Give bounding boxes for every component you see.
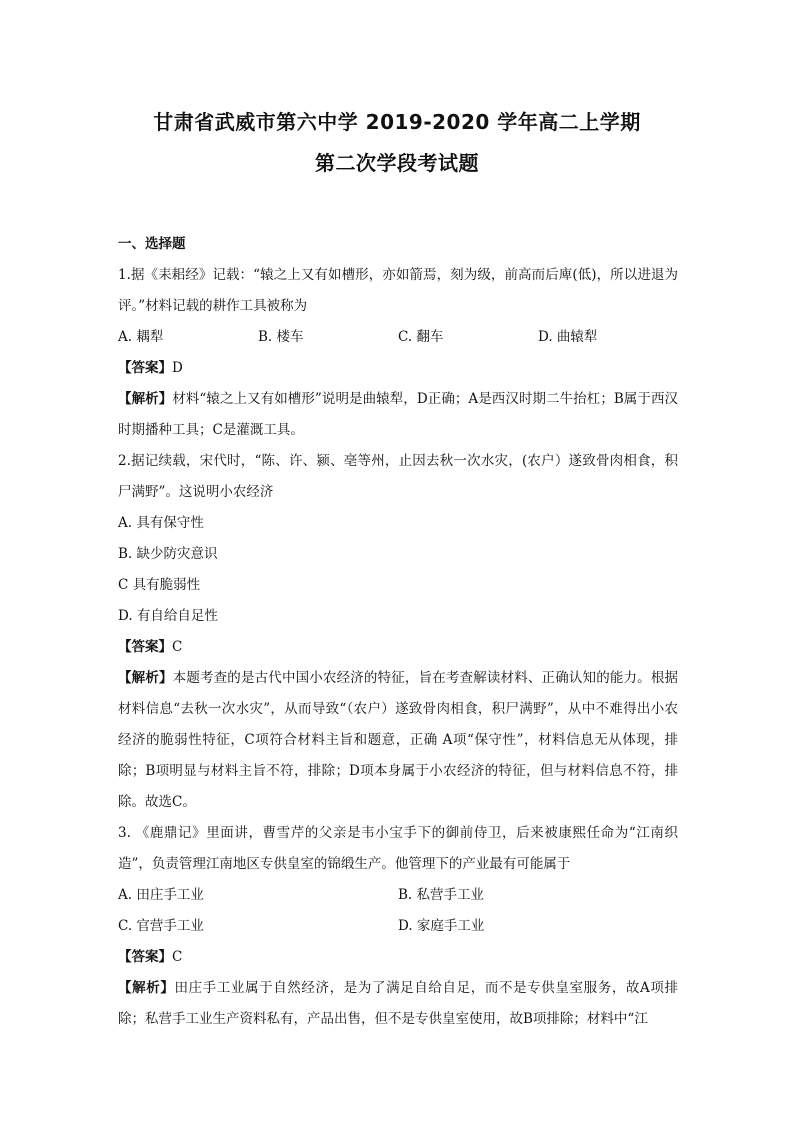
option-a: A. 耦犁 <box>118 329 164 345</box>
option-c: C. 翻车 <box>398 329 444 345</box>
question-3-options-row1 <box>118 880 678 911</box>
question-1 <box>118 260 678 446</box>
question-1-options <box>118 322 678 353</box>
analysis-text: 田庄手工业属于自然经济，是为了满足自给自足，而不是专供皇室服务，故A项排除；私营手工业生产资料私有，产品出售，但不是专供皇室使用，故B项排除；材料中“江 <box>118 980 678 1027</box>
answer-tag: 【答案】 <box>118 949 172 965</box>
option-b: B. 缺少防灾意识 <box>118 546 218 562</box>
option-c: C 具有脆弱性 <box>118 577 201 593</box>
option-b: B. 楼车 <box>258 329 304 345</box>
option-c: C. 官营手工业 <box>118 918 204 934</box>
answer-value: C <box>172 949 183 965</box>
option-d: D. 家庭手工业 <box>398 918 485 934</box>
question-2-analysis <box>118 663 678 818</box>
exam-title-line1: 甘肃省武威市第六中学 2019-2020 学年高二上学期 <box>153 110 641 134</box>
question-3-options-row2 <box>118 911 678 942</box>
question-2-stem: 2.据记续载，宋代时，“陈、许、颍、亳等州，止因去秋一次水灾，(农户）遂致骨肉相食，积尸满野”。这说明小农经济 <box>118 453 678 500</box>
question-1-answer <box>118 353 678 384</box>
question-3-analysis <box>118 973 678 1035</box>
question-2-answer <box>118 632 678 663</box>
answer-value: C <box>172 639 183 655</box>
question-3 <box>118 818 678 1035</box>
option-a: A. 具有保守性 <box>118 515 204 531</box>
exam-content <box>118 229 678 1035</box>
option-d: D. 曲辕犁 <box>538 329 598 345</box>
question-2 <box>118 446 678 818</box>
option-a: A. 田庄手工业 <box>118 887 204 903</box>
analysis-tag: 【解析】 <box>118 980 175 996</box>
section-heading: 一、选择题 <box>118 236 186 252</box>
question-1-stem: 1.据《耒耜经》记载：“辕之上又有如槽形，亦如箭焉，刻为级，前高而后庳(低)，所以进退为评。”材料记载的耕作工具被称为 <box>118 267 678 314</box>
answer-tag: 【答案】 <box>118 360 172 376</box>
analysis-tag: 【解析】 <box>118 670 173 686</box>
analysis-text: 材料“辕之上又有如槽形”说明是曲辕犁，D正确；A是西汉时期二牛抬杠；B属于西汉时期播种工具；C是灌溉工具。 <box>118 391 679 438</box>
answer-tag: 【答案】 <box>118 639 172 655</box>
option-b: B. 私营手工业 <box>398 887 485 903</box>
option-d: D. 有自给自足性 <box>118 608 218 624</box>
question-3-stem: 3. 《鹿鼎记》里面讲，曹雪芹的父亲是韦小宝手下的御前侍卫，后来被康熙任命为“江南织造”，负责管理江南地区专供皇室的锦缎生产。他管理下的产业最有可能属于 <box>118 825 678 872</box>
question-1-analysis <box>118 384 678 446</box>
analysis-tag: 【解析】 <box>118 391 173 407</box>
analysis-text: 本题考查的是古代中国小农经济的特征，旨在考查解读材料、正确认知的能力。根据材料信息“去秋一次水灾”，从而导致“（农户）遂致骨肉相食，积尸满野”，从中不难得出小农经济的脆弱性特征，C项符合材料主旨和题意，正确 A项“保守性”，材料信息无从体现，排除；B项明显与材料主旨不符，排除；D项本身属于小农经济的特征，但与材料信息不符，排除。故选C。 <box>118 670 679 810</box>
question-3-answer <box>118 942 678 973</box>
answer-value: D <box>172 360 183 376</box>
exam-title-line2: 第二次学段考试题 <box>315 151 479 175</box>
